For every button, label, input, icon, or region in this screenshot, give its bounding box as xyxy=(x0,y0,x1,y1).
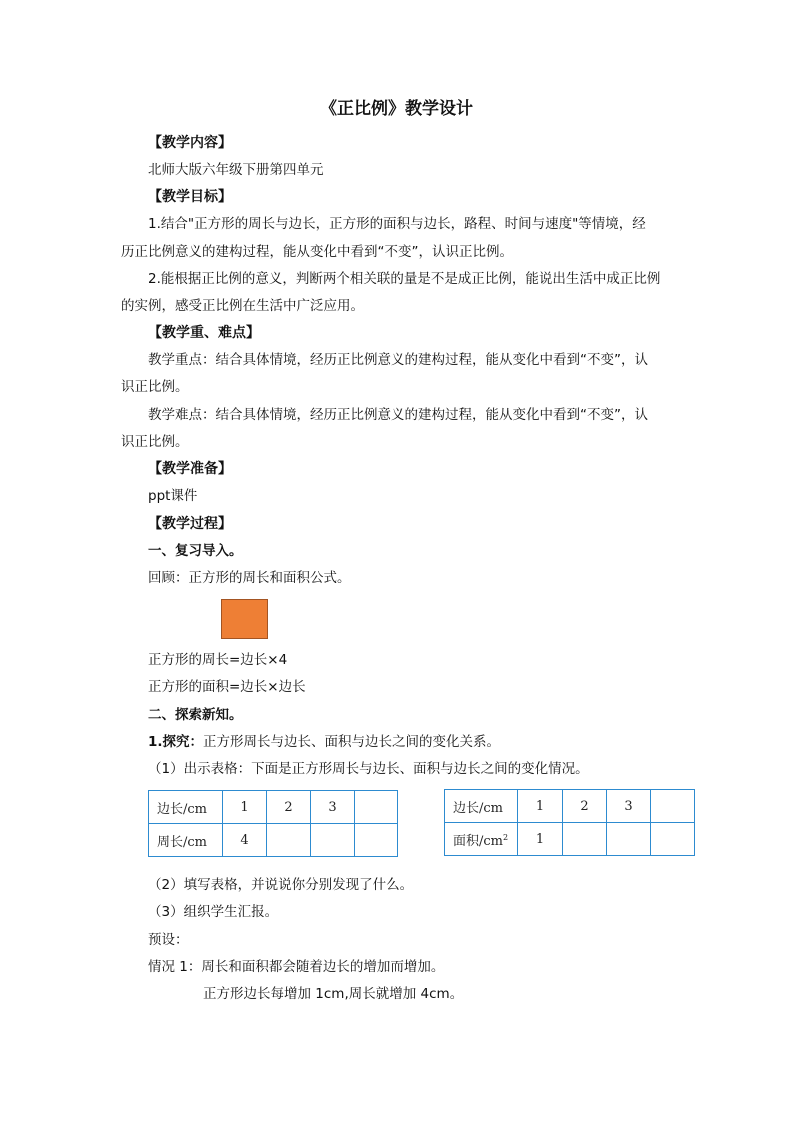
table-cell: 1 xyxy=(518,790,563,823)
table-cell xyxy=(311,824,355,857)
part-2-heading: 二、探索新知。 xyxy=(148,707,243,723)
key-point-line-1: 教学重点：结合具体情境，经历正比例意义的建构过程，能从变化中看到“不变”，认 xyxy=(148,352,648,368)
case-1-detail: 正方形边长每增加 1cm,周长就增加 4cm。 xyxy=(203,986,464,1002)
table-cell xyxy=(651,790,695,823)
formula-area: 正方形的面积=边长×边长 xyxy=(148,679,306,695)
table-cell: 3 xyxy=(607,790,651,823)
section-heading-goals: 【教学目标】 xyxy=(148,189,232,205)
table-cell xyxy=(607,823,651,856)
table-cell: 边长/cm xyxy=(149,791,223,824)
area-unit-label: 面积/cm xyxy=(453,833,503,849)
explore-line xyxy=(148,733,500,751)
table-row xyxy=(149,791,398,824)
explore-label: 1.探究： xyxy=(148,734,204,750)
difficulty-line-2: 识正比例。 xyxy=(121,434,189,450)
table-cell: 2 xyxy=(563,790,607,823)
review-text: 回顾：正方形的周长和面积公式。 xyxy=(148,570,351,586)
perimeter-table xyxy=(148,790,398,857)
goal-1-line-1: 1.结合"正方形的周长与边长，正方形的面积与边长，路程、时间与速度"等情境，经 xyxy=(148,216,646,232)
orange-square-figure xyxy=(221,599,268,639)
goal-1-line-2: 历正比例意义的建构过程，能从变化中看到“不变”，认识正比例。 xyxy=(121,244,513,260)
section-heading-process: 【教学过程】 xyxy=(148,516,232,532)
explore-text: 正方形周长与边长、面积与边长之间的变化关系。 xyxy=(203,734,501,750)
table-cell xyxy=(355,824,398,857)
table-cell: 3 xyxy=(311,791,355,824)
key-point-line-2: 识正比例。 xyxy=(121,379,189,395)
table-cell: 1 xyxy=(518,823,563,856)
table-row xyxy=(445,823,695,856)
table-row xyxy=(445,790,695,823)
prep-text: ppt课件 xyxy=(148,488,198,504)
table-cell: 4 xyxy=(223,824,267,857)
goal-2-line-2: 的实例，感受正比例在生活中广泛应用。 xyxy=(121,298,364,314)
content-text: 北师大版六年级下册第四单元 xyxy=(148,162,324,178)
table-cell: 周长/cm xyxy=(149,824,223,857)
table-cell xyxy=(355,791,398,824)
step-2: （2）填写表格，并说说你分别发现了什么。 xyxy=(148,877,414,893)
table-cell: 1 xyxy=(223,791,267,824)
case-1: 情况 1：周长和面积都会随着边长的增加而增加。 xyxy=(148,959,445,975)
table-cell: 2 xyxy=(267,791,311,824)
step-3: （3）组织学生汇报。 xyxy=(148,904,279,920)
step-1: （1）出示表格：下面是正方形周长与边长、面积与边长之间的变化情况。 xyxy=(148,761,589,777)
preset-label: 预设： xyxy=(148,932,189,948)
section-heading-prep: 【教学准备】 xyxy=(148,461,232,477)
table-cell xyxy=(651,823,695,856)
table-cell xyxy=(563,823,607,856)
goal-2-line-1: 2.能根据正比例的意义，判断两个相关联的量是不是成正比例，能说出生活中成正比例 xyxy=(148,271,661,287)
table-cell: 边长/cm xyxy=(445,790,518,823)
page-title: 《正比例》教学设计 xyxy=(320,99,473,119)
formula-perimeter: 正方形的周长=边长×4 xyxy=(148,652,288,668)
area-table xyxy=(444,789,695,856)
section-heading-content: 【教学内容】 xyxy=(148,135,232,151)
table-row xyxy=(149,824,398,857)
part-1-heading: 一、复习导入。 xyxy=(148,543,243,559)
area-unit-superscript: 2 xyxy=(503,832,509,842)
difficulty-line-1: 教学难点：结合具体情境，经历正比例意义的建构过程，能从变化中看到“不变”，认 xyxy=(148,407,648,423)
table-cell xyxy=(445,823,518,856)
section-heading-keypoints: 【教学重、难点】 xyxy=(148,325,260,341)
table-cell xyxy=(267,824,311,857)
